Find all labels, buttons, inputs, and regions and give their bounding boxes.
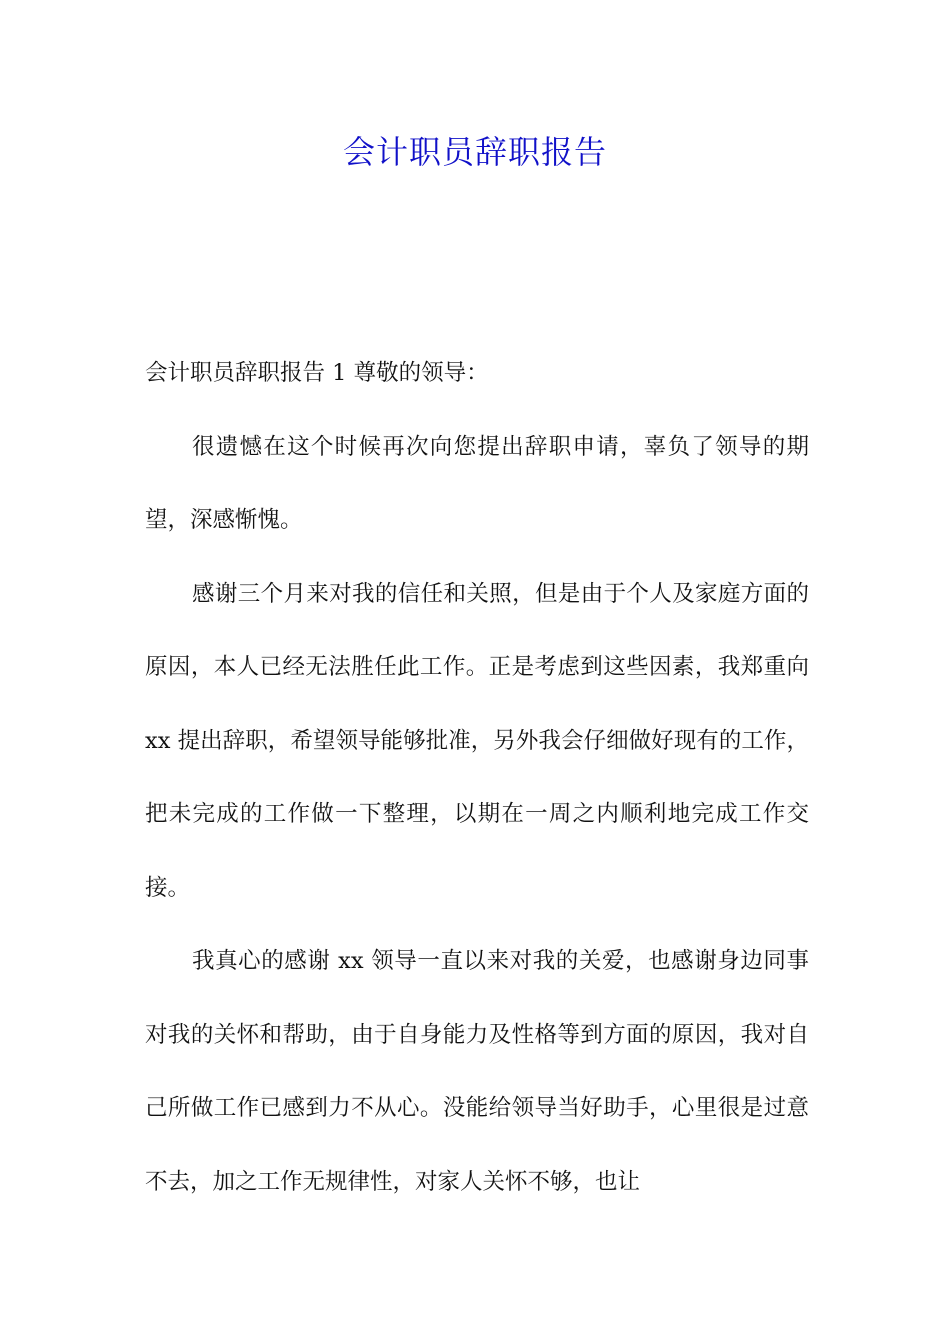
document-title: 会计职员辞职报告 xyxy=(342,133,607,171)
paragraph-thanks-reason: 感谢三个月来对我的信任和关照，但是由于个人及家庭方面的原因，本人已经无法胜任此工作。正是考虑到这些因素，我郑重向 xx 提出辞职，希望领导能够批准，另外我会仔细做好现有的工作，把未完成的工作做一下整理，以期在一周之内顺利地完成工作交接。 xyxy=(145,580,809,901)
paragraph-gratitude: 我真心的感谢 xx 领导一直以来对我的关爱，也感谢身边同事对我的关怀和帮助，由于自身能力及性格等到方面的原因，我对自己所做工作已感到力不从心。没能给领导当好助手，心里很是过意不去，加之工作无规律性，对家人关怀不够，也让 xyxy=(145,948,809,1195)
document-body xyxy=(145,337,809,1219)
paragraph-greeting: 会计职员辞职报告 1 尊敬的领导： xyxy=(145,360,489,386)
paragraph-regret: 很遗憾在这个时候再次向您提出辞职申请，辜负了领导的期望，深感惭愧。 xyxy=(145,433,809,533)
